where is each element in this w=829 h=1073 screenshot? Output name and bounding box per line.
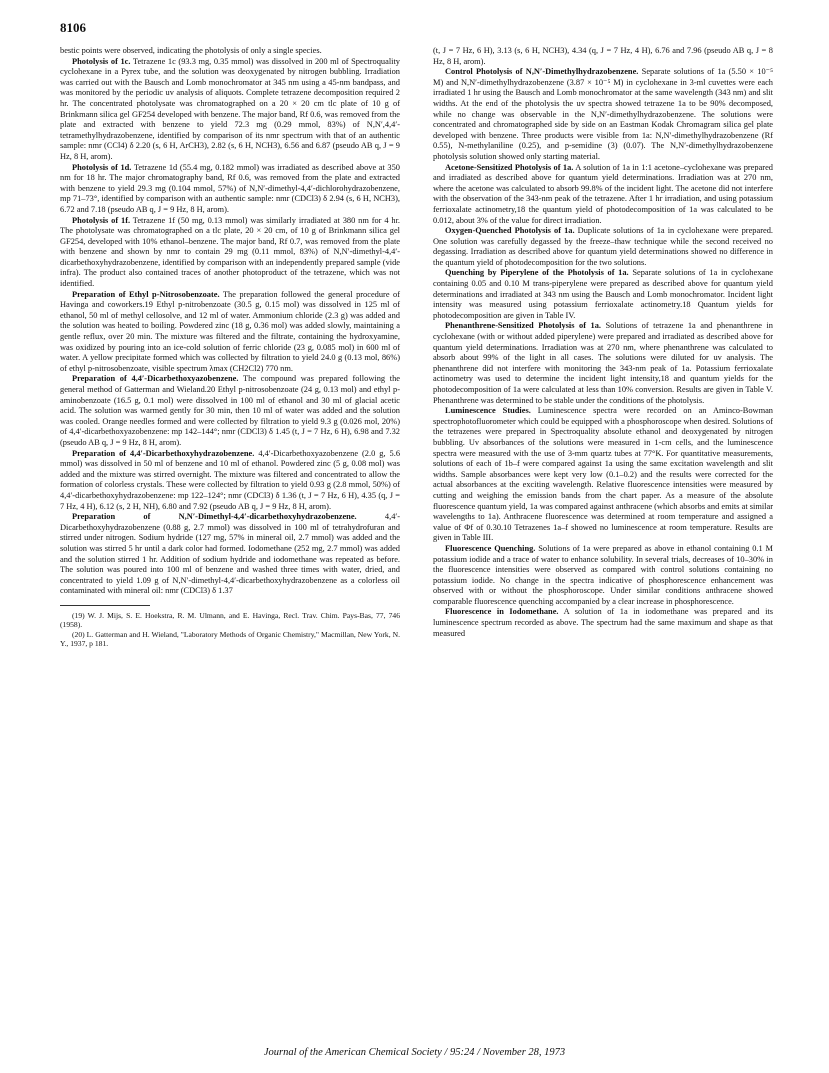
- section-heading: Preparation of 4,4′-Dicarbethoxyhydrazobenzene.: [72, 448, 255, 458]
- paragraph: Photolysis of 1c. Tetrazene 1c (93.3 mg, 0.35 mmol) was dissolved in 200 ml of Spectroquality cyclohexane in a Pyrex tube, and the solution was deoxygenated by nitrogen bubbling. Irradiation was carried out with the Bausch and Lomb monochromator at 345 nm using a 45-nm bandpass, and was monitored by the periodic uv analysis of aliquots. Complete tetrazene decomposition required 2 hr. The concentrated photolysate was chromatographed on a 20 × 20 cm tlc plate of 10 g of Brinkmann silica gel GF254 developed with benzene. The major band, Rf 0.6, was removed from the plate and extracted with benzene to yield 72.3 mg (0.29 mmol, 83%) of N,N′,4,4′-tetramethylhydrazobenzene, identified by comparison of its nmr spectrum with that of an authentic sample: nmr (CCl4) δ 2.20 (s, 6 H, ArCH3), 2.82 (s, 6 H, NCH3), 6.56 and 6.87 (pseudo AB q, J = 9 Hz, 8 H, arom).: [60, 56, 400, 161]
- section-heading: Phenanthrene-Sensitized Photolysis of 1a.: [445, 321, 601, 331]
- section-heading: Fluorescence in Iodomethane.: [445, 607, 559, 617]
- paragraph: Photolysis of 1f. Tetrazene 1f (50 mg, 0.13 mmol) was similarly irradiated at 380 nm for 4 hr. The photolysate was chromatographed on a tlc plate, 20 × 20 cm, of 10 g of Brinkmann silica gel GF254, developed with 10% ethanol–benzene. The major band, Rf 0.7, was removed from the plate with benzene and shown by nmr to contain 29 mg (0.11 mmol, 83%) of N,N′-dimethyl-4,4′-dicarbethoxyhydrazobenzene, identified by comparison with an independently prepared sample (vide infra). The product also contained traces of another photoproduct of the tetrazene, which was not identified.: [60, 215, 400, 289]
- paragraph: Control Photolysis of N,N′-Dimethylhydrazobenzene. Separate solutions of 1a (5.50 × 10⁻⁵ M) and N,N′-dimethylhydrazobenzene (3.87 × 10⁻⁵ M) in cyclohexane in 3-ml cuvettes were each irradiated 1 hr using the Bausch and Lomb monochromator at the same wavelength (343 nm) and slit widths. At the end of the photolysis the uv spectra showed tetrazene 1a to be 90% decomposed, while no change was observable in the N,N′-dimethylhydrazobenzene. The solutions were concentrated and chromatographed side by side on an Eastman Kodak Chromagram silica gel plate developed with benzene. Three products were visible from 1a: N,N′-dimethylhydrazobenzene (Rf 0.55), N-methylaniline (0.25), and p-semidine (3) (0.07). The N,N′-dimethylhydrazobenzene photolysis solution showed only starting material.: [433, 67, 773, 161]
- paragraph: Fluorescence in Iodomethane. A solution of 1a in iodomethane was prepared and its luminescence spectrum recorded as above. The spectrum had the same maximum and shape as that measured: [433, 607, 773, 638]
- footnote-divider: [60, 605, 150, 606]
- paragraph: Preparation of Ethyl p-Nitrosobenzoate. The preparation followed the general procedure of Havinga and coworkers.19 Ethyl p-nitrobenzoate (30.5 g, 0.15 mol) was dissolved in 125 ml of ethanol, 50 ml of methyl cellosolve, and 12 ml of water. Ammonium chloride (2.3 g) was added and the solution was heated to boiling. Powdered zinc (18 g, 0.36 mol) was added slowly, maintaining a gentle reflux, over 20 min. The mixture was filtered and the filtrate, containing the hydroxyamine, was oxidized by pouring into an ice-cold solution of ferric chloride (23 g, 0.085 mol) in 600 ml of water. A yellow precipitate formed which was collected by filtration to yield 24.0 g (0.13 mol, 86%) of ethyl p-nitrosobenzoate, visible spectrum λmax (CH2Cl2) 770 nm.: [60, 289, 400, 373]
- footnote: (20) L. Gatterman and H. Wieland, "Laboratory Methods of Organic Chemistry," Macmillan, New York, N. Y., 1937, p 181.: [60, 629, 400, 649]
- section-heading: Photolysis of 1c.: [72, 56, 131, 66]
- paragraph: bestic points were observed, indicating the photolysis of only a single species.: [60, 46, 322, 55]
- section-heading: Oxygen-Quenched Photolysis of 1a.: [445, 226, 575, 236]
- paragraph: Photolysis of 1d. Tetrazene 1d (55.4 mg, 0.182 mmol) was irradiated as described above at 350 nm for 18 hr. The major chromatography band, Rf 0.6, was removed from the plate and extracted with benzene to yield 29.3 mg (0.104 mmol, 57%) of N,N′-dimethyl-4,4′-dichlorohydrazobenzene, mp 71–73°, identified by comparison with an authentic sample: nmr (CDCl3) δ 2.94 (s, 6 H, NCH3), 6.72 and 7.18 (pseudo AB q, J = 9 Hz, 8 H, arom).: [60, 162, 400, 214]
- paragraph: Preparation of N,N′-Dimethyl-4,4′-dicarbethoxyhydrazobenzene. 4,4′-Dicarbethoxyhydrazobenzene (0.88 g, 2.7 mmol) was dissolved in 100 ml of tetrahydrofuran and stirred under nitrogen. Sodium hydride (127 mg, 57% in mineral oil, 2.7 mmol) was added and the solution was stirred 5 hr until a dark color had formed. Iodomethane (252 mg, 2.7 mmol) was added and the solution stirred 1 hr. Addition of sodium hydride and iodomethane was repeated as before. The solution was poured into 100 ml of benzene and washed three times with water, dried, and concentrated to yield 1.09 g of N,N′-dimethyl-4,4′-dicarbethoxyhydrazobenzene as a colorless oil contaminated with mineral oil: nmr (CDCl3) δ 1.37: [60, 512, 401, 596]
- section-heading: Preparation of N,N′-Dimethyl-4,4′-dicarbethoxyhydrazobenzene.: [72, 512, 357, 522]
- section-heading: Fluorescence Quenching.: [445, 543, 536, 553]
- section-heading: Preparation of Ethyl p-Nitrosobenzoate.: [72, 289, 220, 299]
- footnote: (19) W. J. Mijs, S. E. Hoekstra, R. M. Ulmann, and E. Havinga, Recl. Trav. Chim. Pays-Bas, 77, 746 (1958).: [60, 610, 400, 630]
- section-heading: Acetone-Sensitized Photolysis of 1a.: [445, 162, 574, 172]
- section-heading: Luminescence Studies.: [445, 406, 531, 416]
- paragraph: (t, J = 7 Hz, 6 H), 3.13 (s, 6 H, NCH3), 4.34 (q, J = 7 Hz, 4 H), 6.76 and 7.96 (pseudo AB q, J = 8 Hz, 8 H, arom).: [433, 46, 773, 66]
- journal-footer: Journal of the American Chemical Society / 95:24 / November 28, 1973: [263, 1047, 566, 1058]
- paragraph: Oxygen-Quenched Photolysis of 1a. Duplicate solutions of 1a in cyclohexane were prepared. One solution was carefully degassed by the freeze–thaw technique while the second received no degassing. Irradiation as described above for quantum yield determinations showed no difference in the quantum yield of photodecomposition for the two solutions.: [433, 226, 774, 267]
- paragraph: Acetone-Sensitized Photolysis of 1a. A solution of 1a in 1:1 acetone–cyclohexane was prepared and irradiated as described above for quantum yield determinations. Irradiation was at 270 nm, where the acetone was calculated to absorb 99.8% of the incident light. The acetone did not interfere with the observation of the 343-nm peak of the tetrazene. After 1 hr irradiation, and using potassium ferrioxalate actinometry,18 the quantum yield of photodecomposition of 1a was calculated to be 0.012, about 3% of the value for direct irradiation.: [433, 162, 773, 225]
- section-heading: Control Photolysis of N,N′-Dimethylhydrazobenzene.: [445, 67, 639, 77]
- paragraph: Preparation of 4,4′-Dicarbethoxyazobenzene. The compound was prepared following the general method of Gatterman and Wieland.20 Ethyl p-nitrosobenzoate (24 g, 0.13 mol) and ethyl p-aminobenzoate (16.5 g, 0.1 mol) were dissolved in 100 ml of ethanol and 30 ml of glacial acetic acid. The solution was warmed gently for 30 min, then 10 ml of water was added and the solution was cooled. Orange needles formed and were collected by filtration to yield 9.3 g (0.026 mol, 20%) of 4,4′-dicarbethoxyazobenzene: mp 142–144°; nmr (CDCl3) δ 1.45 (t, J = 7 Hz, 6 H), 6.98 and 7.32 (pseudo AB q, J = 9 Hz, 8 H, arom).: [60, 374, 400, 447]
- section-heading: Photolysis of 1d.: [72, 162, 132, 172]
- paragraph: Quenching by Piperylene of the Photolysis of 1a. Separate solutions of 1a in cyclohexane containing 0.05 and 0.10 M trans-piperylene were prepared as described above for quantum yield determinations and irradiated at 343 nm using the Bausch and Lomb monochromator. Incident light intensity was measured using potassium ferrioxalate actinometry.18 Quantum yields for photodecomposition are given in Table IV.: [433, 268, 774, 320]
- section-heading: Photolysis of 1f.: [72, 215, 131, 225]
- paragraph: Preparation of 4,4′-Dicarbethoxyhydrazobenzene. 4,4′-Dicarbethoxyazobenzene (2.0 g, 5.6 mmol) was dissolved in 50 ml of benzene and 10 ml of ethanol. Powdered zinc (5 g, 0.08 mol) was added and the mixture was stirred overnight. The mixture was filtered and concentrated to allow the formation of colorless crystals. These were collected by filtration to yield 0.93 g (2.8 mmol, 50%) of 4,4′-dicarbethoxyhydrazobenzene: mp 122–124°; nmr (CDCl3) δ 1.36 (t, J = 7 Hz, 6 H), 4.35 (q, J = 7 Hz, 4 H), 6.12 (s, 2 H, NH), 6.80 and 7.92 (pseudo AB q, J = 9 Hz, 8 H, arom).: [60, 448, 401, 511]
- left-column: [60, 46, 400, 649]
- paragraph: Phenanthrene-Sensitized Photolysis of 1a. Solutions of tetrazene 1a and phenanthrene in cyclohexane (with or without added piperylene) were prepared and irradiated as described above for quantum yield determinations. Irradiation was at 270 nm, where phenanthrene was calculated to absorb about 99% of the light in all cases. The solutions were diluted for uv analysis. The phenanthrene did not interfere with monitoring the 343-nm peak of 1a. Potassium ferrioxalate actinometry was used to determine the incident light intensity,18 and quantum yields for the photodecomposition of 1a were calculated at less than 10% conversion. Results are given in Table V. Phenanthrene was determined to be stable under the conditions of the photolysis.: [433, 321, 773, 405]
- right-column: [433, 46, 773, 639]
- section-heading: Preparation of 4,4′-Dicarbethoxyazobenzene.: [72, 374, 239, 384]
- paragraph: Fluorescence Quenching. Solutions of 1a were prepared as above in ethanol containing 0.1 M potassium iodide and a trace of water to enhance solubility. In several trials, decreases of 10–30% in the fluorescence intensities were observed as compared with control solutions containing no potassium iodide. No change in the spectra indicative of phosphorescence enhancement was observed with or without the phosphoroscope. Under similar conditions anthracene showed comparable fluorescence quenching accompanied by a clear increase in phosphorescence.: [433, 543, 774, 606]
- paragraph: Luminescence Studies. Luminescence spectra were recorded on an Aminco-Bowman spectrophotofluorometer which could be equipped with a phosphoroscope when desired. Solutions of the tetrazenes were prepared in Spectroquality absolute ethanol and deoxygenated by nitrogen bubbling. Uv absorbances of the solutions were measured in 1-cm cells, and the luminescence spectra were measured with the use of 3-mm quartz tubes at 77°K. For quantitative measurements, solutions of each of 1b–f were compared against 1a using the same excitation wavelength and slit widths. Sample absorbances were kept very low (0.1–0.2) and the results were corrected for the actual absorbances at the exciting wavelength. Relative fluorescence intensities were measured by cutting and weighing the emission bands from the chart paper. As a measure of the absolute fluorescence quantum yield, 1a was compared against anthracene (which absorbs and emits at similar wavelengths to 1a). Anthracene fluorescence was determined at room temperature and assigned a value of Φf of 0.30.10 Tetrazenes 1a–f showed no luminescence at room temperature. Results are given in Table III.: [433, 406, 773, 543]
- page-number: 8106: [60, 20, 86, 35]
- section-heading: Quenching by Piperylene of the Photolysis of 1a.: [445, 268, 629, 278]
